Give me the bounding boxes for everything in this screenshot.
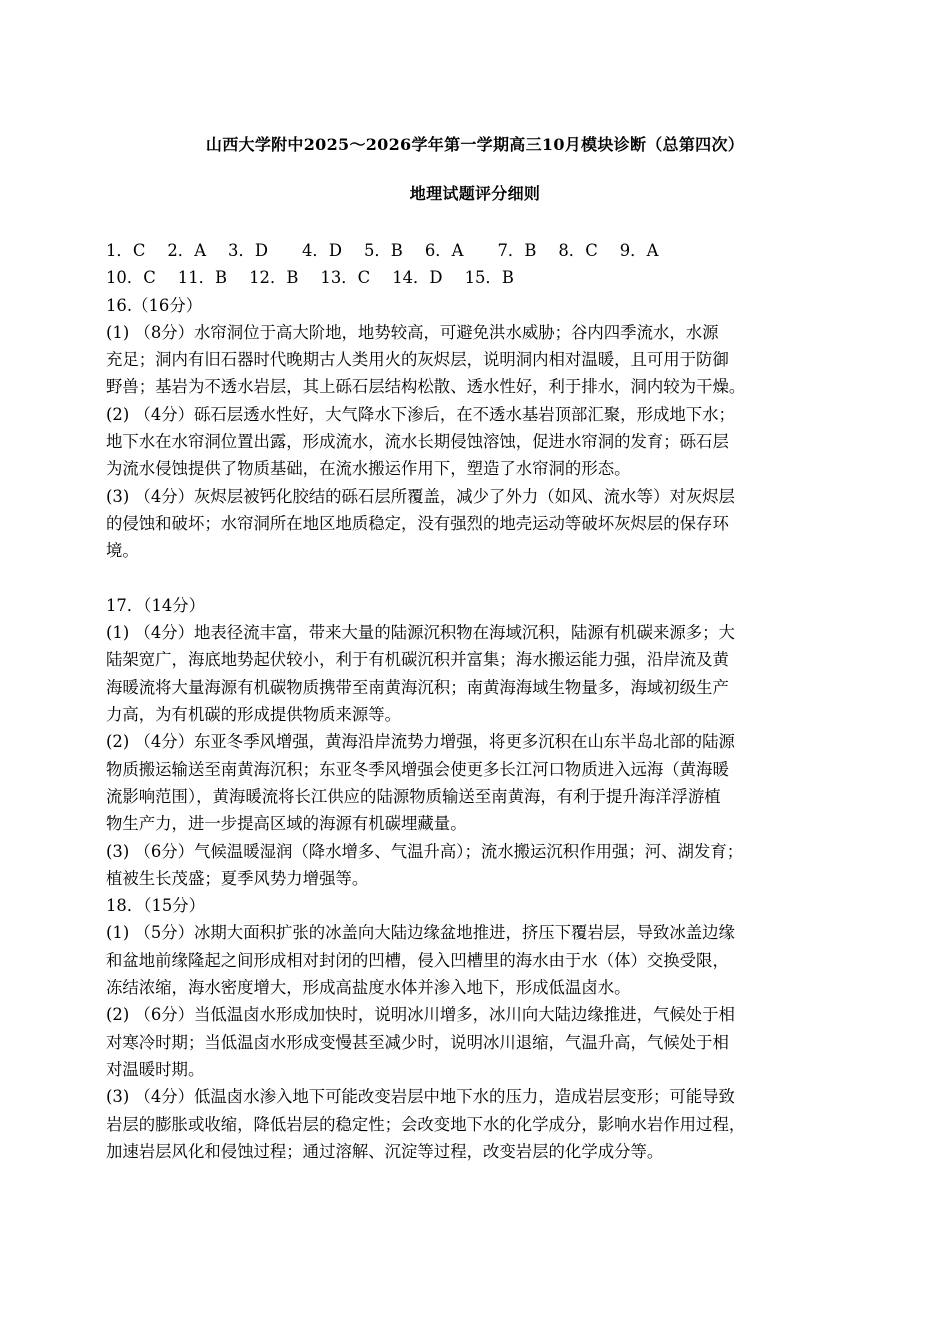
q17-heading: 17．（14分）	[106, 595, 206, 615]
answer-item: 1．C	[106, 241, 146, 260]
q17-line: (2) （4分）东亚冬季风增强，黄海沿岸流势力增强，将更多沉积在山东半岛北部的陆源	[106, 732, 735, 752]
q16-line: 的侵蚀和破坏；水帘洞所在地区地质稳定，没有强烈的地壳运动等破坏灰烬层的保存环	[106, 513, 729, 533]
q17-line: 流影响范围），黄海暖流将长江供应的陆源物质输送至南黄海，有利于提升海洋浮游植	[106, 786, 721, 806]
q16-line: 为流水侵蚀提供了物质基础，在流水搬运作用下，塑造了水帘洞的形态。	[106, 459, 631, 479]
q16-heading: 16.（16分）	[106, 295, 203, 315]
q16-line: 境。	[106, 541, 139, 561]
q18-line: 冻结浓缩，海水密度增大，形成高盐度水体并渗入地下，形成低温卤水。	[106, 978, 631, 998]
q16-line: 地下水在水帘洞位置出露，形成流水，流水长期侵蚀溶蚀，促进水帘洞的发育；砾石层	[106, 432, 729, 452]
answer-item: 10．C	[106, 268, 156, 288]
q17-line: (1) （4分）地表径流丰富，带来大量的陆源沉积物在海域沉积，陆源有机碳来源多；大	[106, 623, 735, 643]
q18-line: 加速岩层风化和侵蚀过程；通过溶解、沉淀等过程，改变岩层的化学成分等。	[106, 1141, 664, 1161]
answer-row-2	[106, 264, 846, 291]
answer-item: 13．C	[320, 268, 371, 288]
document-subtitle: 地理试题评分细则	[409, 184, 541, 203]
q18-line: (3) （4分）低温卤水渗入地下可能改变岩层中地下水的压力，造成岩层变形；可能导致	[106, 1087, 735, 1107]
answer-row-1	[106, 237, 846, 264]
q16-line: 野兽；基岩为不透水岩层，其上砾石层结构松散、透水性好，利于排水，洞内较为干燥。	[106, 377, 746, 397]
q17-line: 物生产力，进一步提高区域的海源有机碳埋藏量。	[106, 814, 467, 834]
document-body	[106, 237, 846, 1165]
answer-item: 12．B	[249, 268, 299, 288]
answer-item: 5．B	[363, 241, 403, 260]
answer-item: 9．A	[619, 241, 659, 260]
q18-line: (1) （5分）冰期大面积扩张的冰盖向大陆边缘盆地推进，挤压下覆岩层，导致冰盖边缘	[106, 923, 735, 943]
section-spacer	[106, 565, 846, 592]
q17-line: 力高，为有机碳的形成提供物质来源等。	[106, 705, 402, 725]
q17-line: 陆架宽广，海底地势起伏较小，利于有机碳沉积并富集；海水搬运能力强，沿岸流及黄	[106, 650, 729, 670]
answer-item: 6．A	[424, 241, 464, 260]
answer-item: 2．A	[167, 241, 207, 260]
q18-line: 对寒冷时期；当低温卤水形成变慢甚至减少时，说明冰川退缩，气温升高，气候处于相	[106, 1032, 729, 1052]
answer-item: 4．D	[302, 241, 342, 260]
q17-line: 植被生长茂盛；夏季风势力增强等。	[106, 868, 369, 888]
answer-item: 15．B	[464, 268, 514, 288]
q16-line: (3) （4分）灰烬层被钙化胶结的砾石层所覆盖，减少了外力（如风、流水等）对灰烬层	[106, 486, 735, 506]
answer-item: 11．B	[177, 268, 228, 288]
q16-line: (2) （4分）砾石层透水性好，大气降水下渗后，在不透水基岩顶部汇聚，形成地下水；	[106, 404, 735, 424]
q18-heading: 18．（15分）	[106, 896, 206, 916]
q17-line: 海暖流将大量海源有机碳物质携带至南黄海沉积；南黄海海域生物量多，海域初级生产	[106, 677, 729, 697]
q18-line: 对温暖时期。	[106, 1059, 205, 1079]
answer-item: 8．C	[558, 241, 598, 260]
q17-line: 物质搬运输送至南黄海沉积；东亚冬季风增强会使更多长江河口物质进入远海（黄海暖	[106, 759, 729, 779]
answer-item: 7．B	[497, 241, 537, 260]
q16-line: (1) （8分）水帘洞位于高大阶地，地势较高，可避免洪水威胁；谷内四季流水，水源	[106, 322, 719, 342]
q18-line: 岩层的膨胀或收缩，降低岩层的稳定性；会改变地下水的化学成分，影响水岩作用过程，	[106, 1114, 746, 1134]
document-title: 山西大学附中2025～2026学年第一学期高三10月模块诊断（总第四次）	[205, 135, 745, 154]
q18-line: (2) （6分）当低温卤水形成加快时，说明冰川增多，冰川向大陆边缘推进，气候处于相	[106, 1005, 735, 1025]
answer-item: 14．D	[392, 268, 443, 288]
q17-line: (3) （6分）气候温暖湿润（降水增多、气温升高）；流水搬运沉积作用强；河、湖发育；	[106, 841, 744, 861]
q18-line: 和盆地前缘隆起之间形成相对封闭的凹槽，侵入凹槽里的海水由于水（体）交换受限，	[106, 950, 729, 970]
q16-line: 充足；洞内有旧石器时代晚期古人类用火的灰烬层，说明洞内相对温暖，且可用于防御	[106, 350, 729, 370]
answer-item: 3．D	[228, 241, 268, 260]
